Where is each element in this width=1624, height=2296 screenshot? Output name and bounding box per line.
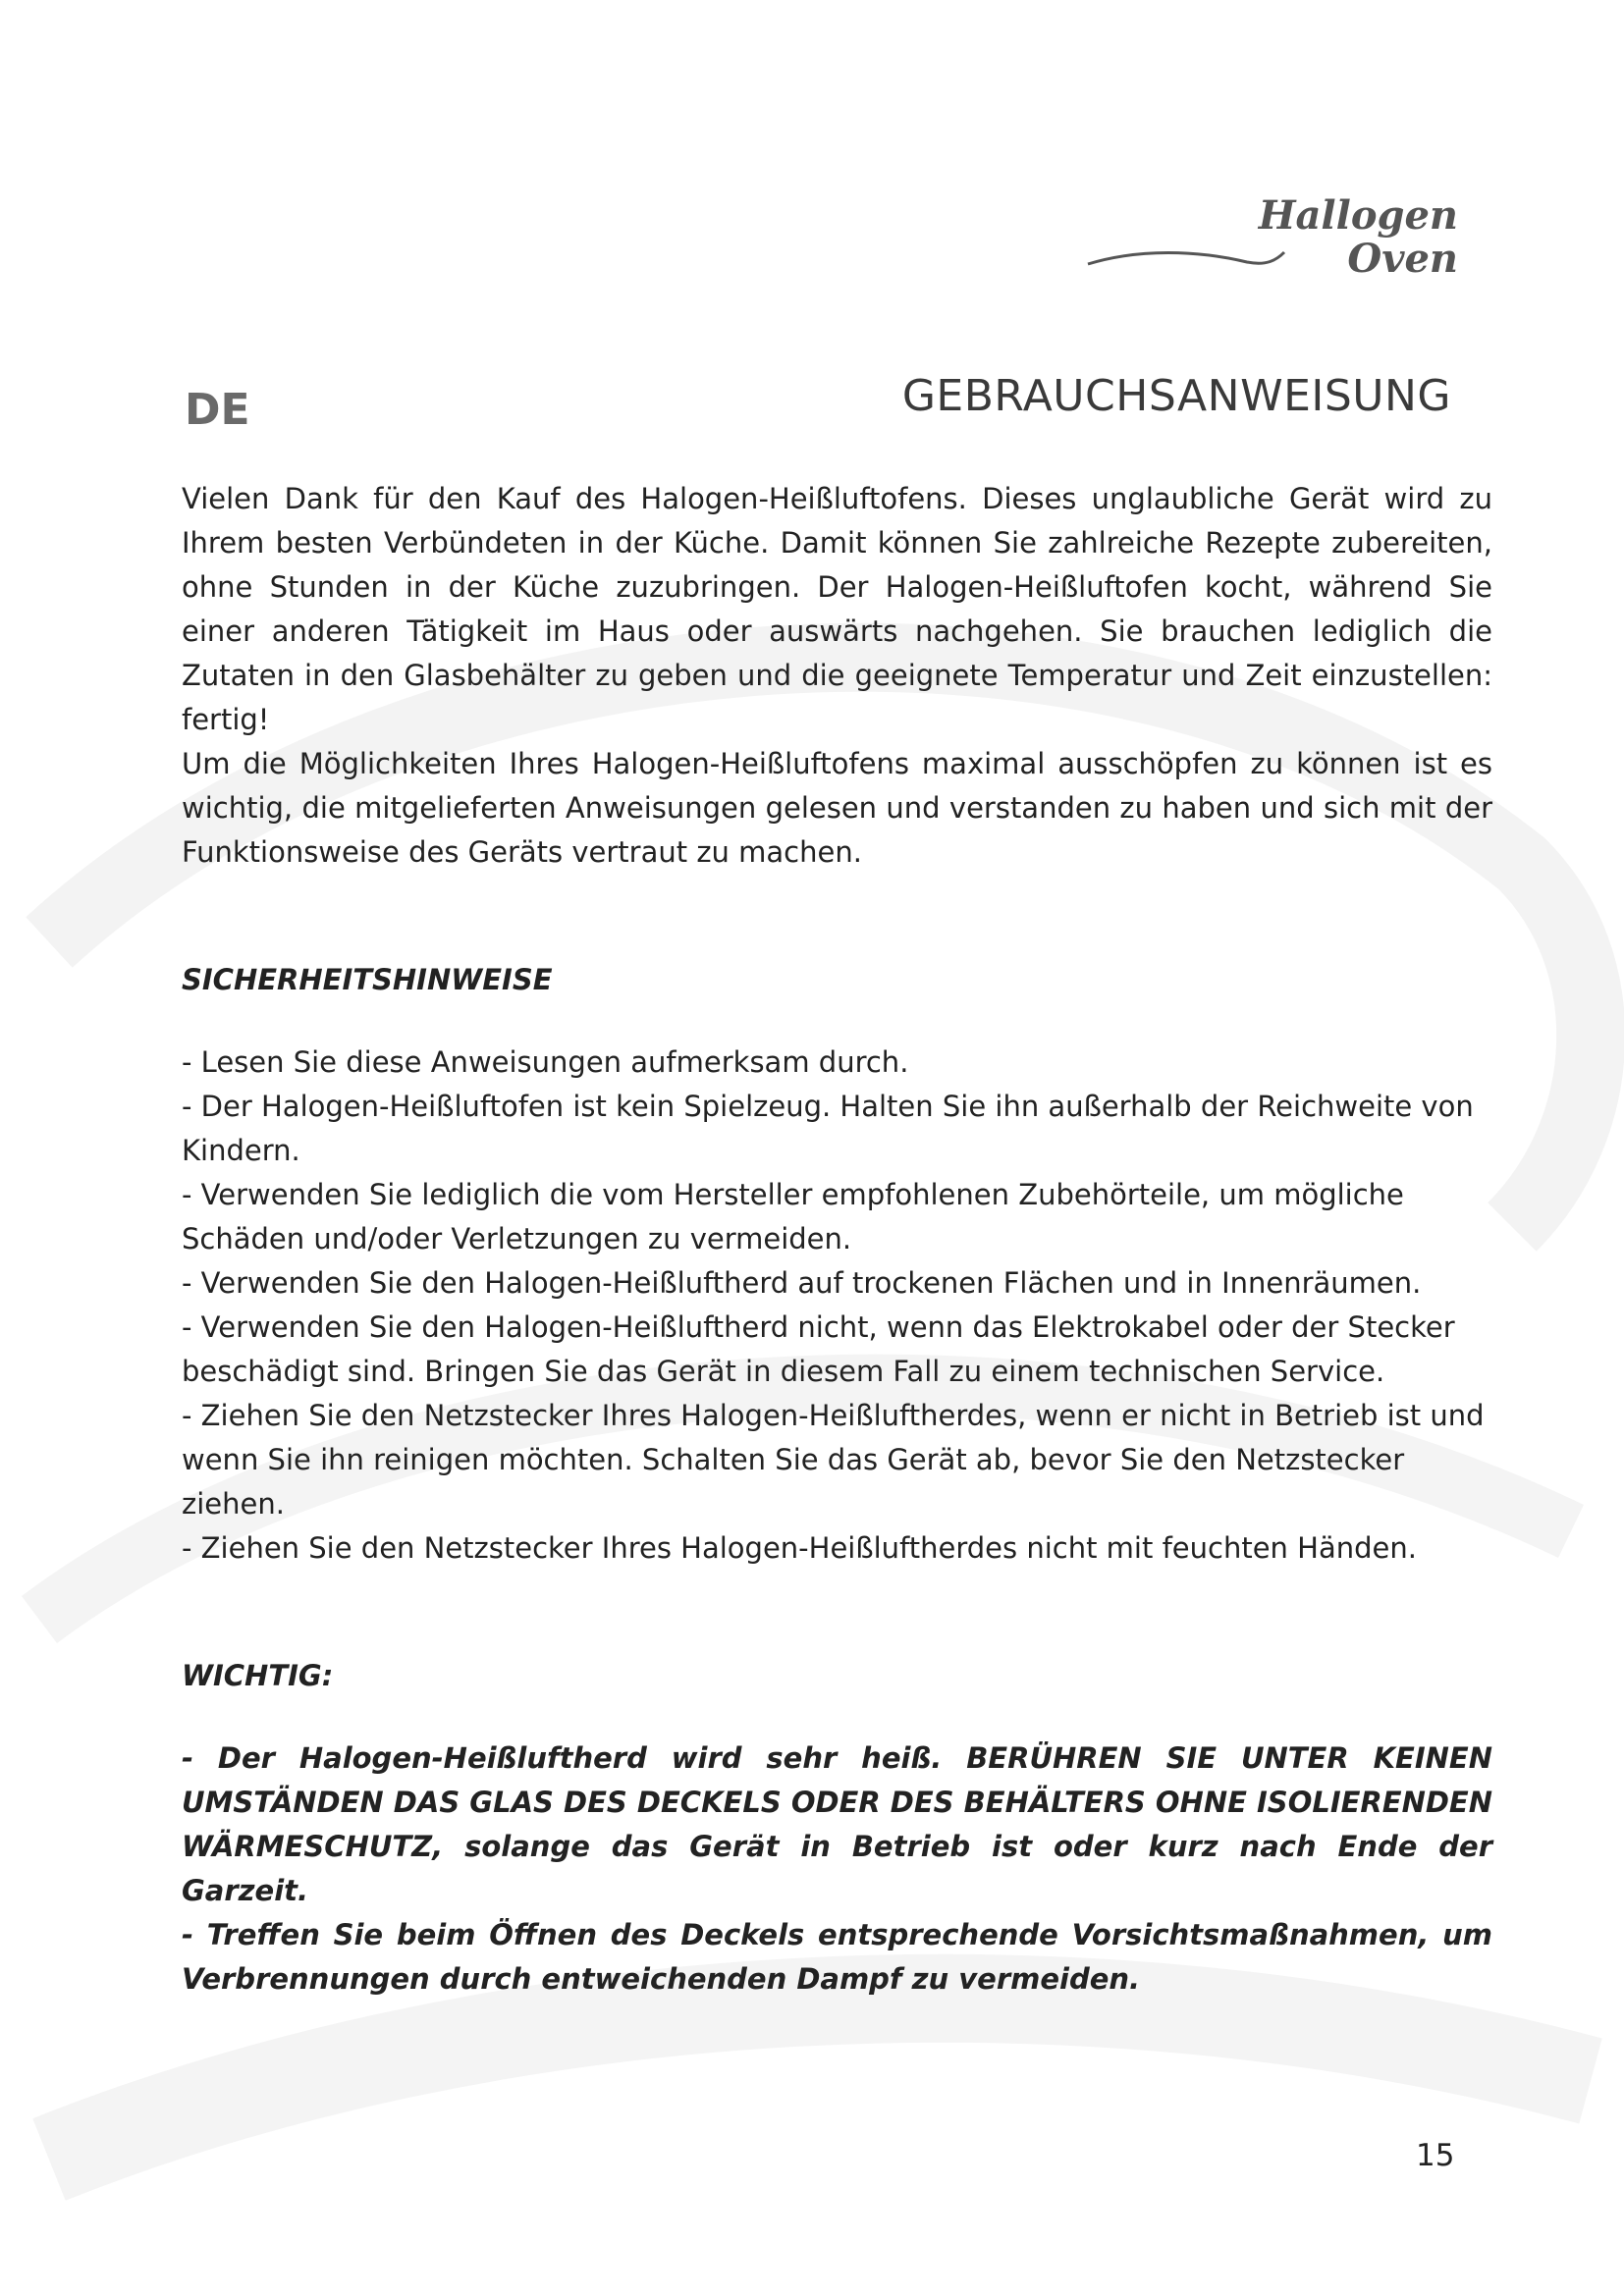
hallogen-oven-logo: [1070, 191, 1463, 290]
safety-heading: SICHERHEITSHINWEISE: [182, 963, 553, 996]
list-item: - Treffen Sie beim Öffnen des Deckels entsprechende Vorsichtsmaßnahmen, um Verbrennungen durch entweichenden Dampf zu vermeiden.: [182, 1918, 1492, 1996]
intro-paragraph: Um die Möglichkeiten Ihres Halogen-Heißluftofens maximal ausschöpfen zu können ist es wichtig, die mitgelieferten Anweisungen gelesen und verstanden zu haben und sich mit der Funktionsweise des Geräts vertraut zu machen.: [182, 747, 1492, 869]
list-item: - Ziehen Sie den Netzstecker Ihres Halogen-Heißluftherdes nicht mit feuchten Händen.: [182, 1531, 1417, 1565]
document-body: [182, 477, 1492, 2002]
logo-swoosh: [1088, 252, 1284, 264]
list-item: - Der Halogen-Heißluftofen ist kein Spielzeug. Halten Sie ihn außerhalb der Reichweite von Kindern.: [182, 1090, 1474, 1167]
page-number: 15: [1416, 2138, 1455, 2173]
logo-text-oven: Oven: [1347, 236, 1458, 282]
safety-list: [182, 1041, 1492, 1571]
list-item: - Verwenden Sie lediglich die vom Hersteller empfohlenen Zubehörteile, um mögliche Schäden und/oder Verletzungen zu vermeiden.: [182, 1178, 1404, 1255]
intro-paragraph: Vielen Dank für den Kauf des Halogen-Heißluftofens. Dieses unglaubliche Gerät wird zu Ihrem besten Verbündeten in der Küche. Damit können Sie zahlreiche Rezepte zubereiten, ohne Stunden in der Küche zuzubringen. Der Halogen-Heißluftofen kocht, während Sie einer anderen Tätigkeit im Haus oder auswärts nachgehen. Sie brauchen lediglich die Zutaten in den Glasbehälter zu geben und die geeignete Temperatur und Zeit einzustellen: fertig!: [182, 482, 1492, 736]
list-item: - Verwenden Sie den Halogen-Heißluftherd auf trockenen Flächen und in Innenräumen.: [182, 1266, 1422, 1300]
logo-text-hallogen: Hallogen: [1258, 192, 1458, 239]
page-title: GEBRAUCHSANWEISUNG: [901, 371, 1451, 421]
list-item: - Ziehen Sie den Netzstecker Ihres Halogen-Heißluftherdes, wenn er nicht in Betrieb ist und wenn Sie ihn reinigen möchten. Schalten Sie das Gerät ab, bevor Sie den Netzstecker ziehen.: [182, 1399, 1485, 1521]
language-code: DE: [185, 385, 250, 435]
list-item: - Der Halogen-Heißluftherd wird sehr heiß. BERÜHREN SIE UNTER KEINEN UMSTÄNDEN DAS GLAS DES DECKELS ODER DES BEHÄLTERS OHNE ISOLIERENDEN WÄRMESCHUTZ, solange das Gerät in Betrieb ist oder kurz nach Ende der Garzeit.: [182, 1741, 1492, 1907]
intro-section: [182, 477, 1492, 875]
important-heading: WICHTIG:: [182, 1659, 334, 1692]
important-list: [182, 1736, 1492, 2002]
list-item: - Lesen Sie diese Anweisungen aufmerksam durch.: [182, 1045, 909, 1079]
list-item: - Verwenden Sie den Halogen-Heißluftherd nicht, wenn das Elektrokabel oder der Stecker beschädigt sind. Bringen Sie das Gerät in diesem Fall zu einem technischen Service.: [182, 1310, 1455, 1388]
